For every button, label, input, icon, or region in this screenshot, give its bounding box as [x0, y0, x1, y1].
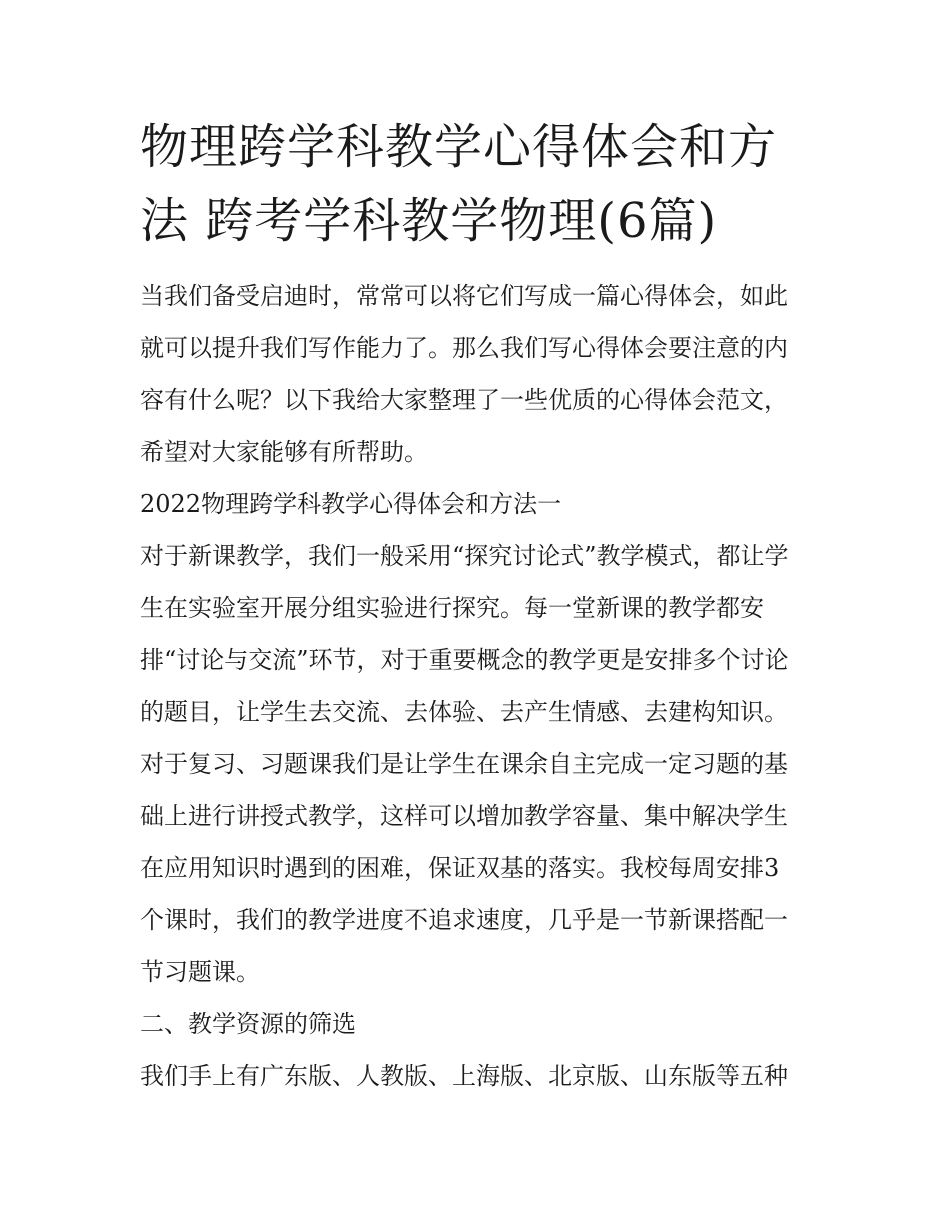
text-line: 容有什么呢？以下我给大家整理了一些优质的心得体会范文， — [140, 386, 788, 414]
text-line: 个课时，我们的教学进度不追求速度，几乎是一节新课搭配一 — [140, 906, 788, 934]
intro-paragraph — [140, 270, 820, 478]
document-page — [140, 110, 820, 1102]
text-line: 当我们备受启迪时，常常可以将它们写成一篇心得体会，如此 — [140, 282, 788, 310]
text-line: 排“讨论与交流”环节，对于重要概念的教学更是安排多个讨论 — [140, 646, 789, 674]
section-heading: 2022物理跨学科教学心得体会和方法一 — [140, 490, 562, 518]
text-line: 对于新课教学，我们一般采用“探究讨论式”教学模式，都让学 — [140, 542, 789, 570]
title-line: 法 跨考学科教学物理(6篇) — [140, 193, 718, 249]
text-line: 生在实验室开展分组实验进行探究。每一堂新课的教学都安 — [140, 594, 764, 622]
text-line: 对于复习、习题课我们是让学生在课余自主完成一定习题的基 — [140, 750, 788, 778]
section-paragraph — [140, 530, 820, 998]
text-line: 就可以提升我们写作能力了。那么我们写心得体会要注意的内 — [140, 334, 788, 362]
document-title — [140, 110, 820, 258]
text-line: 的题目，让学生去交流、去体验、去产生情感、去建构知识。 — [140, 698, 788, 726]
text-line: 希望对大家能够有所帮助。 — [140, 438, 428, 466]
text-line: 础上进行讲授式教学，这样可以增加教学容量、集中解决学生 — [140, 802, 788, 830]
section-heading: 二、教学资源的筛选 — [140, 1010, 356, 1038]
section-paragraph — [140, 1050, 820, 1102]
text-line: 我们手上有广东版、人教版、上海版、北京版、山东版等五种 — [140, 1062, 788, 1090]
text-line: 节习题课。 — [140, 958, 260, 986]
text-line: 在应用知识时遇到的困难，保证双基的落实。我校每周安排3 — [140, 854, 780, 882]
title-line: 物理跨学科教学心得体会和方 — [140, 119, 778, 175]
